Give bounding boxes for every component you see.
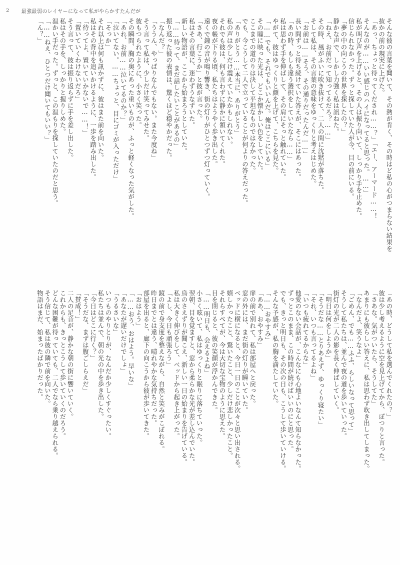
text-column: 昨日までとは違う、晴れやかな気持ちだった。 [149,290,157,427]
text-column: そんな彼の言葉を聞いて、その熱が肯く、その時はど私の心がつまらない結果を [385,18,392,252]
text-column: 振り返った彼の表情は、驚くほど穏やかだった。 [164,18,172,161]
text-column: 目を閉じると、彼の笑顔が浮かんできた。 [210,290,218,414]
text-column: それらすべてが、今は大切な宝物のように思えた。 [217,290,225,440]
text-column: 温かい手だった。ずっと、この温もりを探していたのだと思う。 [50,18,58,207]
text-column: そう言って、彼は振り返らずに手を差し出した。 [66,18,74,161]
page-header [6,6,141,16]
text-column: 「……おう、おはよう。早いな」 [126,290,134,390]
text-column: 「あの時、どうして私を選んでくれたの？」 [385,290,392,420]
text-column: 「いつも疲れてるからな」 [301,290,309,368]
page-number: 2 [6,8,10,14]
text-column: 「そうだな、まずは腹ごしらえだ」 [81,290,89,394]
text-column: 私たちは並んで、朝の光の中を歩き出した。 [96,290,104,420]
text-column: 「今日はどこに行く？」 [88,290,96,362]
text-column: そんなのが……いい感じのハイになってると思った。……」 [362,18,370,197]
text-column: それ以上は何も訊かずに、彼はまた前を向いた。 [96,18,104,161]
text-column: あまりにも彼らしい答えに、私は思わず吹き出してしまった。 [362,290,370,472]
text-column: 「なんだ？」 [157,18,165,57]
text-column: 「待ってよ、置いていかないで……！」 [81,18,89,137]
text-column: 鳥のさえずりが聞こえ、新しい一日の始まりを告げている。 [179,290,187,466]
text-column: 他愛のない会話が、こんなにも心地よいなんて知らなかった。 [293,290,301,472]
text-column: 「そうだな……とりあえず、ゆっくり寝たい」 [316,290,324,429]
text-column: 私が叫び声を上げると、その人は振り向いて、しっかり手を止めた。 [354,18,362,220]
text-column: 私は大きく伸びをして、ベッドから起き上がった。 [172,290,180,440]
text-block-top [18,18,392,274]
text-column: やがて、彼はゆっくりと顔を上げて、こちらを見た。 [271,18,279,174]
text-column: 「ねえ、お前だって知ってるだろ？……」 [324,18,332,144]
text-column: 「ん？」 [35,18,43,44]
text-column: 「そっか」 [104,18,112,51]
text-column: 「置いていくわけないだろ」 [73,18,81,103]
text-column: 「ごめん、でも……ふふ、らしいなって思って」 [347,290,355,435]
text-column: 長い間ずっと待ち続けていた答えが、そこにはあった。 [293,18,301,181]
text-column: 彼は少し考えるように空を見上げてから、ぽつりと言った。 [377,290,385,466]
text-column: 「ああ、おやすみ」 [255,290,263,349]
text-column: 私はその手を、しっかりと握りしめた。 [58,18,66,135]
text-column: 物語はまだ、始まったばかりだった。 [35,290,43,401]
text-column: 「……でも、それでもいいんだ。俺はここにいる」 [263,18,271,170]
text-column: どんな困難が待っていても、二人でなら乗り越えられる。 [50,290,58,459]
text-column: それでも彼は、何も言わずに静かに頷いてくれた。 [217,18,225,168]
text-column: そうして私たちは、並んで夜の道を歩いていった。 [339,290,347,440]
text-column: 静かな声で、しかし力強く私は訊ねた。 [331,18,339,135]
text-column: 「うるさいな」 [111,290,119,336]
text-column: 「なんだよ、笑うなよ」 [354,290,362,362]
text-column: 遠くで鐘の音が鳴り響き、街の灯りがひとつずつ灯っていく。 [202,18,210,200]
text-column: 抜かの前の現実に上げた。 [377,18,385,96]
text-column: 「賛成！」 [73,290,81,323]
text-column: 「よし、今日も頑張ろう」 [164,290,172,368]
text-column: でも、今こうして二人で立っていることが何よりの答えだった。 [240,18,248,207]
text-column: 「それ、いつも言ってるよね」 [309,290,317,381]
text-block-bottom [18,290,392,555]
text-column: 「……ねえ、ひとつだけ聞いてもいい？」 [43,18,51,144]
text-column: そう信じて、私は彼の隣で前を向いた。 [43,290,51,407]
text-column: ずっとこのまま、この時間が続けばいいのにと思った。 [286,290,294,453]
text-column: いつものやりとりが、なんだか少しくすぐったい。 [104,290,112,440]
text-column: 「……待って、まだ話したいことがあるの」 [172,18,180,150]
text-column: 街灯の光が二人の影を長く伸ばしていく。 [331,290,339,414]
text-column: 部屋を出ると、廊下の向こうから彼が歩いてきた。 [142,290,149,440]
text-column: 「夢の中の向こうの世界を探したの？」 [339,18,347,135]
text-column: 窓の外には、まだ街の灯りが瞬いていた。 [240,290,248,414]
text-column: その瞳に映った光は、どこか懐かしい色をしていた。 [255,18,263,174]
text-column: そう言って私は、少しだけ笑ってみせた。 [142,18,149,142]
text-column: 「あの時、もしも違う選択をしていたなら……」 [286,18,294,163]
text-column: 「泣いてない。……ちょっと、目にゴミが入っただけ」 [111,18,119,183]
text-column: これからも、きっとこうして歩いていくのだろう。 [58,290,66,440]
text-column: ベッドに横になると、今日一日のことが次々と思い出される。 [233,290,241,472]
text-column: 私の声は少しだけ震えていたかもしれない。 [225,18,233,148]
text-column: 「あっ、ちょっと待ってくだされ……？」「エー、アーマード……！ [369,18,377,220]
text-column: 私はその背中を追いかけるように、一歩を踏み出した。 [88,18,96,181]
text-column: 夜の帳が下りる頃、私たちはようやく歩き出した。 [210,18,218,168]
text-column: 「さあ、行こうか」と彼が言った。 [195,18,203,122]
text-column: 「ううん、やっぱりなんでもない。また今度ね」 [149,18,157,161]
text-column: 「……明日も、会えるよね」 [202,290,210,377]
text-column: 新しい物語が、ここから始まろうとしていた。 [179,18,187,155]
text-column: 「あなたが遅いだけでしょ」 [119,290,127,375]
text-column: でも、きっと明日も、その次の日も、こうして歩いていける。 [278,290,286,472]
text-column: 二人の足音が、静かな朝の街に響いていく。 [66,290,74,420]
text-column: 「ありがとう……本当に、ありがとう」 [233,18,241,137]
text-column: そして私は、その言葉の意味をゆっくりと考えはじめた。 [309,18,317,187]
text-column: 嬉しかったこと、驚いたこと、少しだけ悲しかったこと。 [225,290,233,459]
text-column: そんな予感が、私の胸を満たしていた。 [271,290,279,407]
text-column: その瞬間、胸の奥にあった重いものが、ふっと軽くなった気がした。 [126,18,134,220]
text-column: 鏡の前で身支度を整えながら、自然と笑みがこぼれる。 [157,290,165,453]
text-column: 信じられなかった。ずっと探していた人が今、目の前にいる。 [347,18,355,200]
text-column: 小さく呟いて、私はゆっくりと眠りに落ちていった。 [195,290,203,446]
text-column: 私は思わず手を伸ばして、その肩にそっと触れていた。 [278,18,286,181]
text-column: 翌朝、目を覚ますと、窓から柔らかな光が差し込んでいた。 [187,290,195,466]
running-title: 最強最弱のレイヤーになって私がやらかすたんだが [21,8,141,15]
text-column: 「お前は……そう、その通りだったんだ……」 [301,18,309,158]
text-column: 「あれ、お前……泣いてるのか？」 [119,18,127,124]
text-column: ここまでの道のりは決して平坦なものではなかった。 [248,18,256,174]
text-column: 私はその言葉に、迷わずうなずいた。 [187,18,195,129]
text-column: 扉の前で別れて、私は部屋へと戻った。 [248,290,256,407]
text-column: 「さあな。気がついたら、そうしてた」 [369,290,377,407]
text-column: 「……おやすみ」 [263,290,271,344]
text-column: 「明日は何をしようか」 [324,290,332,362]
text-column: 「おはよう」 [134,290,142,329]
text-column: その時、風がふいに吹き抜けて、二人の間に沈黙が落ちた。 [316,18,324,194]
text-column: 彼もつられたように、小さく笑った。 [134,18,142,129]
